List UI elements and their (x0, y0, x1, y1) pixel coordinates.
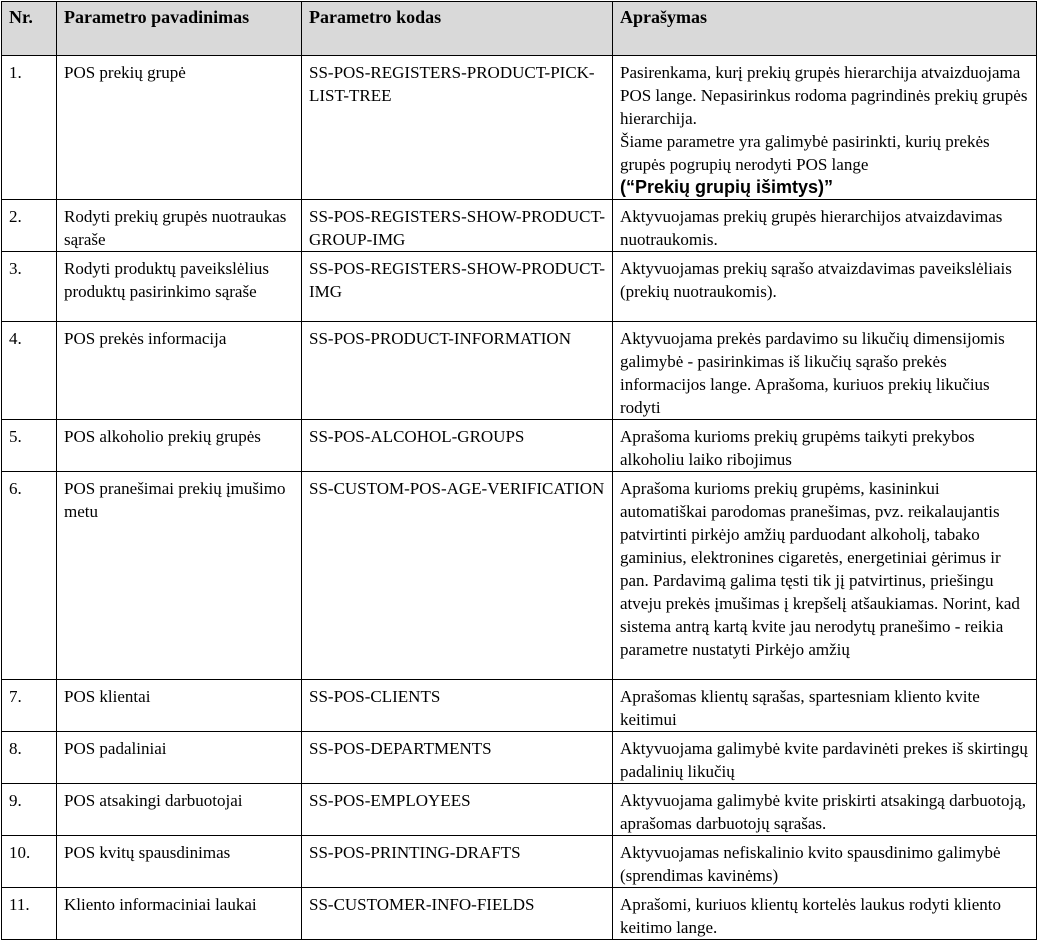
cell-code: SS-POS-REGISTERS-SHOW-PRODUCT-GROUP-IMG (302, 200, 613, 252)
parameters-table (1, 1, 1037, 940)
table-row (2, 680, 1037, 732)
cell-nr: 3. (2, 252, 57, 322)
cell-nr: 7. (2, 680, 57, 732)
table-row (2, 472, 1037, 680)
cell-code: SS-CUSTOM-POS-AGE-VERIFICATION (302, 472, 613, 680)
cell-nr: 4. (2, 322, 57, 420)
cell-name: POS kvitų spausdinimas (57, 836, 302, 888)
table-row (2, 200, 1037, 252)
header-code: Parametro kodas (302, 2, 613, 56)
cell-desc (613, 56, 1037, 200)
cell-code: SS-POS-REGISTERS-PRODUCT-PICK-LIST-TREE (302, 56, 613, 200)
cell-name: POS padaliniai (57, 732, 302, 784)
cell-code: SS-POS-PRINTING-DRAFTS (302, 836, 613, 888)
cell-desc: Aktyvuojamas prekių sąrašo atvaizdavimas paveikslėliais (prekių nuotraukomis). (613, 252, 1037, 322)
cell-code: SS-POS-DEPARTMENTS (302, 732, 613, 784)
table-row (2, 732, 1037, 784)
cell-desc: Aprašomi, kuriuos klientų kortelės laukus rodyti kliento keitimo lange. (613, 888, 1037, 940)
cell-name: POS prekės informacija (57, 322, 302, 420)
cell-desc: Aprašoma kurioms prekių grupėms, kasininkui automatiškai parodomas pranešimas, pvz. reikalaujantis patvirtinti pirkėjo amžių parduodant alkoholį, tabako gaminius, elektronines cigaretės, energetiniai gėrimus ir pan. Pardavimą galima tęsti tik jį patvirtinus, priešingu atveju prekės įmušimas į krepšelį atšaukiamas. Norint, kad sistema antrą kartą kvite jau nerodytų pranešimo - reikia parametre nustatyti Pirkėjo amžių (613, 472, 1037, 680)
table-header-row (2, 2, 1037, 56)
cell-desc: Aktyvuojamas nefiskalinio kvito spausdinimo galimybė (sprendimas kavinėms) (613, 836, 1037, 888)
cell-nr: 1. (2, 56, 57, 200)
cell-name: POS pranešimai prekių įmušimo metu (57, 472, 302, 680)
header-name: Parametro pavadinimas (57, 2, 302, 56)
cell-name: Rodyti produktų paveikslėlius produktų pasirinkimo sąraše (57, 252, 302, 322)
cell-desc-text: Pasirenkama, kurį prekių grupės hierarchija atvaizduojama POS lange. Nepasirinkus rodoma pagrindinės prekių grupės hierarchija. (620, 63, 1028, 128)
table-row (2, 56, 1037, 200)
table-row (2, 784, 1037, 836)
cell-desc: Aktyvuojama prekės pardavimo su likučių dimensijomis galimybė - pasirinkimas iš likučių sąrašo prekės informacijos lange. Aprašoma, kuriuos prekių likučius rodyti (613, 322, 1037, 420)
cell-nr: 5. (2, 420, 57, 472)
cell-name: POS klientai (57, 680, 302, 732)
cell-desc: Aprašomas klientų sąrašas, spartesniam kliento kvite keitimui (613, 680, 1037, 732)
cell-desc: Aprašoma kurioms prekių grupėms taikyti prekybos alkoholiu laiko ribojimus (613, 420, 1037, 472)
cell-desc-text-2: Šiame parametre yra galimybė pasirinkti, kurių prekės grupės pogrupių nerodyti POS lange (620, 132, 990, 174)
cell-name: POS atsakingi darbuotojai (57, 784, 302, 836)
cell-desc: Aktyvuojama galimybė kvite pardavinėti prekes iš skirtingų padalinių likučių (613, 732, 1037, 784)
header-nr: Nr. (2, 2, 57, 56)
cell-nr: 9. (2, 784, 57, 836)
cell-nr: 11. (2, 888, 57, 940)
cell-desc: Aktyvuojama galimybė kvite priskirti atsakingą darbuotoją, aprašomas darbuotojų sąrašas. (613, 784, 1037, 836)
cell-code: SS-POS-REGISTERS-SHOW-PRODUCT-IMG (302, 252, 613, 322)
cell-name: POS prekių grupė (57, 56, 302, 200)
table-row (2, 836, 1037, 888)
cell-name: Kliento informaciniai laukai (57, 888, 302, 940)
document-page (1, 1, 1037, 940)
table-row (2, 252, 1037, 322)
cell-code: SS-POS-ALCOHOL-GROUPS (302, 420, 613, 472)
table-row (2, 420, 1037, 472)
cell-desc-emphasis: (“Prekių grupių išimtys)” (620, 177, 834, 197)
table-row (2, 322, 1037, 420)
cell-nr: 10. (2, 836, 57, 888)
cell-code: SS-CUSTOMER-INFO-FIELDS (302, 888, 613, 940)
cell-code: SS-POS-EMPLOYEES (302, 784, 613, 836)
cell-name: Rodyti prekių grupės nuotraukas sąraše (57, 200, 302, 252)
cell-nr: 8. (2, 732, 57, 784)
cell-name: POS alkoholio prekių grupės (57, 420, 302, 472)
cell-code: SS-POS-CLIENTS (302, 680, 613, 732)
cell-desc: Aktyvuojamas prekių grupės hierarchijos atvaizdavimas nuotraukomis. (613, 200, 1037, 252)
table-row (2, 888, 1037, 940)
cell-code: SS-POS-PRODUCT-INFORMATION (302, 322, 613, 420)
header-desc: Aprašymas (613, 2, 1037, 56)
cell-nr: 2. (2, 200, 57, 252)
cell-nr: 6. (2, 472, 57, 680)
